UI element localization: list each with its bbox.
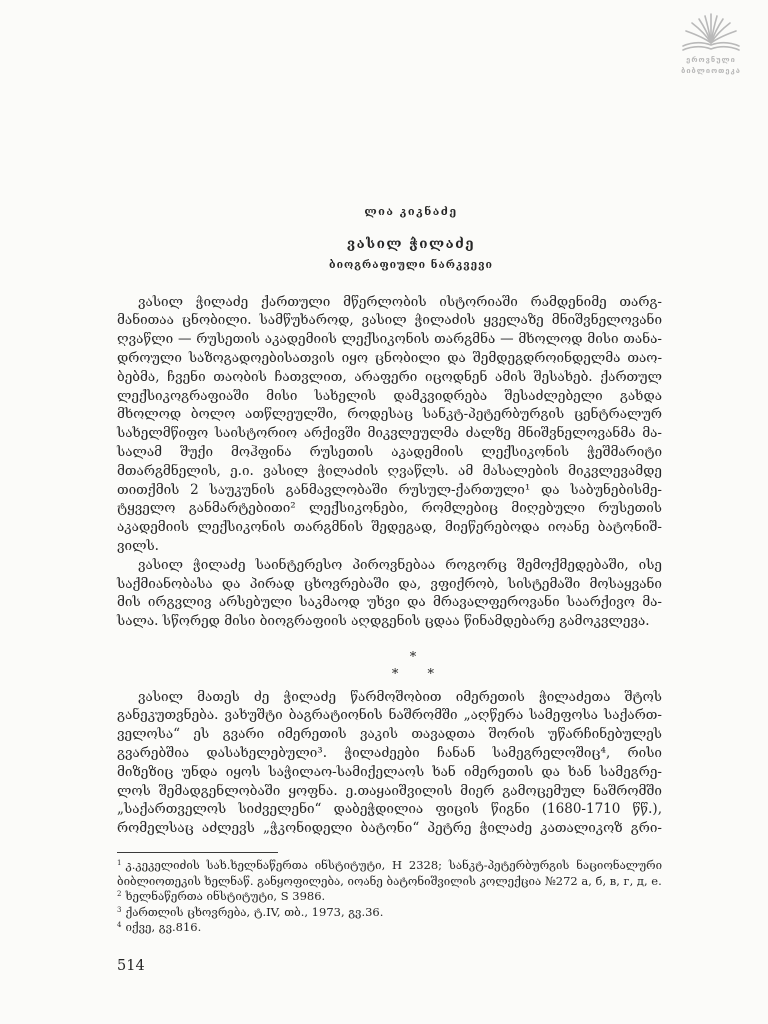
body-line: ლოს შემადგენლობაში ყოფნა. ე.თაყაიშვილის მიერ გამოცემულ ნაშრომში: [117, 782, 662, 799]
logo-text-line-2: ბიბლიოთეკა: [681, 66, 741, 75]
body-line: რომელსაც აძლევს „ჭკონიდელი ბატონი“ პეტრე ჭილაძე კათალიკოზ გრი-: [117, 820, 662, 837]
footnote-line: [117, 889, 662, 905]
footnote-2: [117, 889, 662, 905]
body-line: გვარებშია დასახელებული³. ჭილაძეები ჩანან სამეგრელოშიც⁴, რისი: [117, 744, 662, 761]
body-line: ღვაწლი — რუსეთის აკადემიის ლექსიკონის თარგმნა — მხოლოდ მისი თანა-: [117, 331, 662, 348]
author-name: ლია კიკნაძე: [364, 205, 458, 218]
footnotes: [117, 858, 662, 936]
body-line: მიზეზიც უნდა იყოს საჭილაო-სამიქელაოს ხან იმერეთის და ხან სამეგრე-: [117, 763, 662, 780]
footnote-line: [117, 858, 662, 874]
footnote-text: კ.კეკელიძის სახ.ხელნაწერთა ინსტიტუტი, H 2328; სანკტ-პეტერბურგის ნაციონალური: [125, 858, 662, 872]
body-line: ვილს.: [117, 537, 159, 554]
paragraph-1: [117, 293, 662, 556]
footnote-text: ხელნაწერთა ინსტიტუტი, S 3986.: [125, 889, 326, 903]
asterisk-pair: * *: [391, 667, 435, 682]
body-line: ბებმა, ჩვენი თაობის ჩათვლით, არაფერი იცოდნენ ამის შესახებ. ქართულ: [117, 368, 662, 385]
body-line: საქმიანობასა და პირად ცხოვრებაში და, ვფიქრობ, სისტემაში მოსაყვანი: [117, 575, 662, 592]
footnote-line: [117, 920, 662, 936]
article-body-section-2: [117, 688, 662, 838]
body-line: მანითაა ცნობილი. სამწუხაროდ, ვასილ ჭილაძის ყველაზე მნიშვნელოვანი: [117, 312, 662, 329]
footnote-text: ქართლის ცხოვრება, ტ.IV, თბ., 1973, გვ.36.: [125, 904, 384, 919]
logo-text-line-1: ეროვნული: [686, 55, 736, 64]
body-line: ვასილ მათეს ძე ჭილაძე წარმოშობით იმერეთის ჭილაძეთა შტოს: [138, 688, 662, 705]
body-line: თითქმის 2 საუკუნის განმავლობაში რუსულ-ქართული¹ და საბუნებისმე-: [117, 481, 662, 498]
body-line: მთარგმნელის, ე.ი. ვასილ ჭილაძის ღვაწლს. ამ მასალების მიკვლევამდე: [117, 462, 662, 479]
body-line: სალა. სწორედ მისი ბიოგრაფიის აღდგენის ცდაა წინამდებარე გამოკვლევა.: [117, 613, 650, 630]
article-body-section-1: [117, 293, 662, 631]
footnote-4: [117, 920, 662, 936]
footnote-1: [117, 858, 662, 889]
paragraph-2: [117, 556, 662, 631]
library-emblem-icon: [678, 12, 744, 52]
footnote-text: ბიბლიოთეკის ხელნაწ. განყოფილება, იოანე ბატონიშვილის კოლექცია №272 а, б, в, г, д, е.: [117, 873, 662, 888]
body-line: ვასილ ჭილაძე ქართული მწერლობის ისტორიაში რამდენიმე თარგ-: [138, 293, 662, 310]
page-number: 514: [117, 958, 145, 974]
article-subtitle: ბიოგრაფიული ნარკვევი: [329, 259, 493, 271]
body-line: მის ირგვლივ არსებული საკმაოდ უხვი და მრავალფეროვანი საარქივო მა-: [117, 594, 662, 611]
section-separator: [313, 649, 513, 683]
body-line: „საქართველოს სიძველენი“ დაბეჭდილია ფიცის წიგნი (1680-1710 წწ.),: [117, 801, 662, 818]
footnote-3: [117, 905, 662, 921]
body-line: ვასილ ჭილაძე საინტერესო პიროვნებაა როგორც შემოქმედებაში, ისე: [138, 556, 662, 573]
asterisk-top: *: [409, 650, 417, 665]
footnote-marker: 3: [117, 905, 122, 914]
body-line: ლექსიკოგრაფიაში მისი სახელის დამკვიდრება შესაძლებელი გახდა: [117, 387, 662, 404]
body-line: აკადემიის ლექსიკონის თარგმნის შედეგად, მიეწერებოდა იოანე ბატონიშ-: [117, 519, 662, 536]
footnote-line: [117, 905, 662, 921]
footnote-rule: [117, 852, 278, 853]
footnote-line: [117, 874, 662, 890]
paragraph-3: [117, 688, 662, 838]
body-line: სახელმწიფო საისტორიო არქივში მიკვლეულმა ძალზე მნიშვნელოვანმა მა-: [117, 425, 662, 442]
footnote-marker: 1: [117, 859, 122, 867]
article-title: ვასილ ჭილაძე: [346, 236, 476, 252]
national-library-logo: [664, 12, 758, 76]
footnote-marker: 2: [117, 890, 122, 898]
footnote-text: იქვე, გვ.816.: [125, 920, 202, 934]
body-line: მხოლოდ ბოლო ათწლეულში, როდესაც სანკტ-პეტერბურგის ცენტრალურ: [117, 406, 662, 423]
body-line: სალამ შუქი მოჰფინა რუსეთის აკადემიის ლექსიკონის ჭეშმარიტი: [117, 443, 662, 460]
footnote-marker: 4: [117, 921, 122, 929]
body-line: განეკუთვნება. ვახუშტი ბაგრატიონის ნაშრომში „აღწერა სამეფოსა საქართ-: [117, 707, 662, 724]
body-line: დროული საზოგადოებისათვის იყო ცნობილი და შემდეგდროინდელმა თაო-: [117, 349, 662, 366]
body-line: ველოსა“ ეს გვარი იმერეთის ვაკის თავადთა შორის უწარჩინებულეს: [117, 726, 662, 743]
body-line: ტყველო განმარტებითი² ლექსიკონები, რომლებიც მიღებული რუსეთის: [117, 500, 662, 517]
